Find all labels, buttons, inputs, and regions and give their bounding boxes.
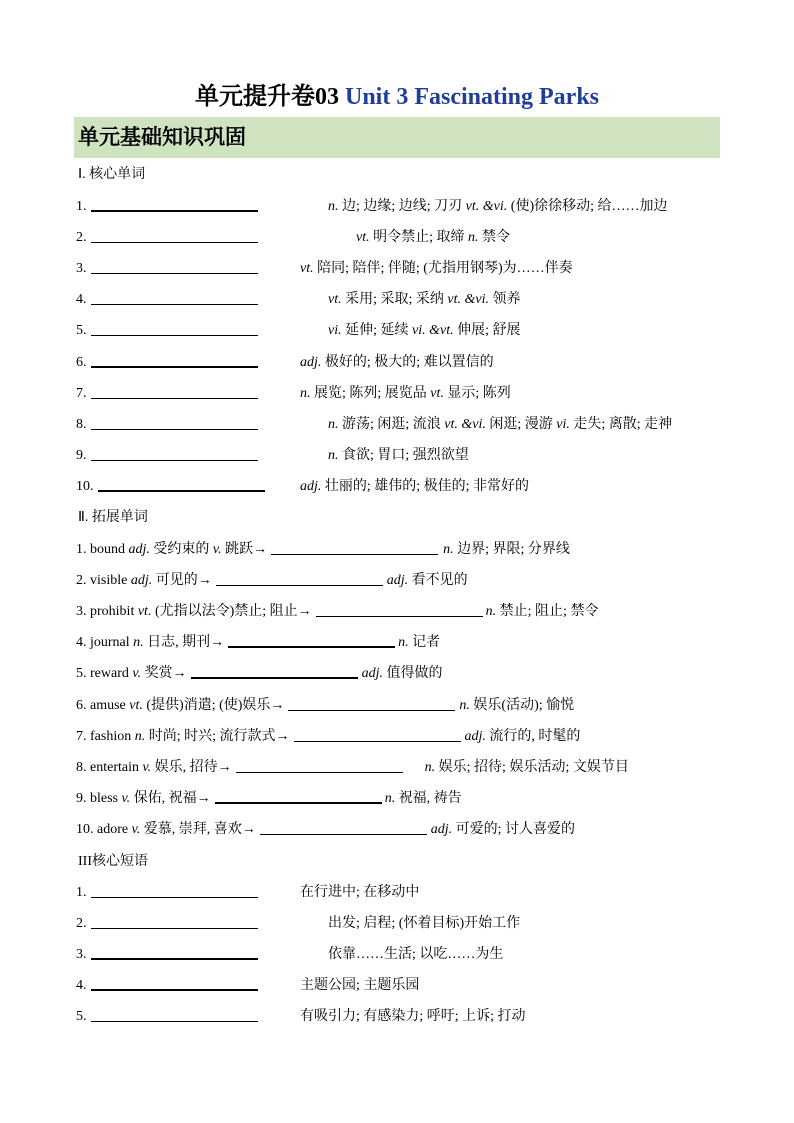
part-of-speech: vt. (430, 385, 444, 401)
answer-blank (288, 698, 455, 711)
part-of-speech: adj. (300, 479, 322, 495)
headword: fashion (90, 728, 132, 744)
worksheet-body (0, 159, 794, 1032)
extended-word-item (0, 690, 794, 721)
gloss-text: 娱乐, 招待→ (154, 759, 232, 775)
gloss-text: 受约束的 (153, 541, 210, 557)
core-word-item (0, 409, 794, 440)
part-of-speech: vt. (300, 260, 314, 276)
gloss-text: 禁令 (482, 229, 510, 245)
phrase-meaning: 主题公园; 主题乐园 (300, 978, 420, 994)
answer-blank (91, 354, 258, 368)
item-number: 1. (76, 541, 87, 557)
extended-word-item (0, 721, 794, 752)
extended-word-item (0, 596, 794, 627)
part-of-speech: vt. &vi. (444, 416, 486, 432)
section-banner (74, 117, 720, 158)
part-of-speech: vt. (137, 604, 152, 620)
gloss-text: (提供)消遣; (使)娱乐→ (146, 697, 285, 713)
extended-word-item (0, 752, 794, 783)
gloss-text: 看不见的 (411, 572, 468, 588)
gloss-text: 伸展; 舒展 (457, 323, 521, 339)
part-of-speech: adj. (130, 572, 153, 588)
extended-word-item (0, 534, 794, 565)
answer-blank (91, 885, 258, 898)
item-number: 1. (76, 884, 87, 900)
part-of-speech: n. (398, 635, 409, 651)
part-of-speech: vi. (328, 323, 342, 339)
extended-word-item (0, 565, 794, 596)
core-word-item (0, 222, 794, 253)
gloss-text: 时尚; 时兴; 流行款式→ (148, 728, 290, 744)
phrase-meaning: 有吸引力; 有感染力; 呼吁; 上诉; 打动 (300, 1009, 526, 1025)
section-heading-core-phrases (0, 846, 794, 877)
section-heading-core-words-label: Ⅰ. 核心单词 (78, 167, 146, 183)
part-of-speech: n. (133, 635, 144, 651)
part-of-speech: vt. (356, 229, 370, 245)
part-of-speech: n. (459, 697, 470, 713)
gloss-text: 采用; 采取; 采纳 (345, 292, 444, 308)
gloss-text: 展览; 陈列; 展览品 (314, 385, 427, 401)
phrase-meaning: 依靠……生活; 以吃……为生 (328, 947, 504, 963)
item-number: 8. (76, 759, 87, 775)
section-heading-extended-words (0, 502, 794, 533)
gloss-text: 闲逛; 漫游 (489, 416, 553, 432)
part-of-speech: adj. (430, 822, 453, 838)
gloss-text: 值得做的 (386, 666, 443, 682)
core-word-item (0, 284, 794, 315)
part-of-speech: v. (131, 822, 141, 838)
answer-blank (91, 261, 258, 274)
gloss-text: 边界; 界限; 分界线 (457, 541, 570, 557)
definition (328, 440, 469, 471)
core-word-item (0, 471, 794, 502)
section-heading-core-words (0, 159, 794, 190)
gloss-text: 极好的; 极大的; 难以置信的 (324, 354, 494, 370)
item-number: 2. (76, 572, 87, 588)
core-phrase-item (0, 877, 794, 908)
extended-word-item (0, 814, 794, 845)
headword: amuse (90, 697, 126, 713)
answer-blank (294, 729, 461, 742)
answer-blank (228, 634, 395, 648)
item-number: 5. (76, 666, 87, 682)
part-of-speech: n. (300, 385, 311, 401)
answer-blank (91, 198, 258, 212)
core-word-item (0, 347, 794, 378)
phrase-meaning: 出发; 启程; (怀着目标)开始工作 (328, 915, 521, 931)
answer-blank (91, 916, 258, 929)
part-of-speech: n. (328, 198, 339, 214)
item-number: 9. (76, 448, 87, 464)
phrase-meaning: 在行进中; 在移动中 (300, 884, 420, 900)
item-number: 4. (76, 635, 87, 651)
item-number: 3. (76, 604, 87, 620)
answer-blank (91, 323, 258, 336)
part-of-speech: n. (424, 759, 436, 775)
section-heading-extended-words-label: Ⅱ. 拓展单词 (78, 510, 148, 526)
definition (300, 471, 529, 502)
part-of-speech: n. (443, 541, 454, 557)
item-number: 6. (76, 697, 87, 713)
answer-blank (271, 542, 438, 555)
gloss-text: 祝福, 祷告 (398, 791, 462, 807)
item-number: 3. (76, 947, 87, 963)
gloss-text: 显示; 陈列 (447, 385, 511, 401)
item-number: 5. (76, 1009, 87, 1025)
answer-blank (91, 977, 258, 991)
gloss-text: 走失; 离散; 走神 (573, 416, 673, 432)
part-of-speech: adj. (386, 572, 409, 588)
answer-blank (91, 946, 258, 960)
core-word-item (0, 253, 794, 284)
definition (300, 253, 573, 284)
gloss-text: 可爱的; 讨人喜爱的 (455, 822, 576, 838)
gloss-text: 延伸; 延续 (345, 323, 409, 339)
answer-blank (316, 604, 483, 617)
answer-blank (91, 230, 258, 243)
gloss-text: 可见的→ (155, 572, 212, 588)
title-unit: Unit 3 Fascinating Parks (344, 84, 599, 110)
core-phrase-item (0, 1001, 794, 1032)
answer-blank (98, 478, 265, 492)
core-word-item (0, 315, 794, 346)
headword: bound (90, 541, 125, 557)
item-number: 4. (76, 292, 87, 308)
gloss-text: 记者 (412, 635, 441, 651)
part-of-speech: n. (384, 791, 396, 807)
part-of-speech: adj. (361, 666, 383, 682)
answer-blank (91, 292, 258, 305)
part-of-speech: n. (328, 416, 339, 432)
part-of-speech: vt. &vi. (465, 198, 508, 214)
core-phrase-item (0, 939, 794, 970)
item-number: 3. (76, 260, 87, 276)
gloss-text: 食欲; 胃口; 强烈欲望 (342, 448, 469, 464)
banner-label: 单元基础知识巩固 (78, 125, 246, 149)
part-of-speech: vt. (328, 292, 342, 308)
answer-blank (91, 386, 258, 399)
gloss-text: 禁止; 阻止; 禁令 (499, 604, 599, 620)
gloss-text: (使)徐徐移动; 给……加边 (510, 198, 668, 214)
part-of-speech: vi. (556, 416, 570, 432)
definition (356, 222, 510, 253)
item-number: 7. (76, 385, 87, 401)
gloss-text: 游荡; 闲逛; 流浪 (342, 416, 441, 432)
core-word-item (0, 440, 794, 471)
item-number: 10. (76, 822, 94, 838)
item-number: 6. (76, 354, 87, 370)
item-number: 10. (76, 479, 94, 495)
part-of-speech: adj. (128, 541, 150, 557)
gloss-text: 爱慕, 崇拜, 喜欢→ (143, 822, 256, 838)
gloss-text: 奖赏→ (144, 666, 187, 682)
definition (300, 378, 511, 409)
gloss-text: 壮丽的; 雄伟的; 极佳的; 非常好的 (324, 479, 530, 495)
answer-blank (215, 790, 382, 804)
answer-blank (216, 573, 383, 586)
part-of-speech: vt. (129, 697, 143, 713)
item-number: 1. (76, 198, 87, 214)
item-number: 2. (76, 915, 87, 931)
part-of-speech: n. (134, 728, 146, 744)
part-of-speech: n. (485, 604, 497, 620)
part-of-speech: v. (142, 759, 152, 775)
part-of-speech: vi. &vt. (412, 323, 454, 339)
item-number: 7. (76, 728, 87, 744)
answer-blank (91, 1009, 258, 1022)
gloss-text: 陪同; 陪伴; 伴随; (尤指用钢琴)为……伴奏 (317, 260, 573, 276)
item-number: 4. (76, 978, 87, 994)
part-of-speech: n. (328, 448, 339, 464)
gloss-text: 领养 (492, 292, 521, 308)
extended-word-item (0, 783, 794, 814)
core-word-item (0, 378, 794, 409)
headword: journal (90, 635, 130, 651)
part-of-speech: n. (468, 229, 479, 245)
gloss-text: (尤指以法令)禁止; 阻止→ (154, 604, 312, 620)
core-phrase-item (0, 908, 794, 939)
definition (328, 191, 668, 222)
answer-blank (191, 665, 358, 679)
core-word-item (0, 191, 794, 222)
part-of-speech: v. (212, 541, 222, 557)
gloss-text: 娱乐(活动); 愉悦 (473, 697, 575, 713)
page-title (0, 82, 794, 112)
part-of-speech: v. (121, 791, 131, 807)
part-of-speech: v. (132, 666, 142, 682)
definition (328, 315, 521, 346)
answer-blank (236, 760, 403, 773)
item-number: 5. (76, 323, 87, 339)
extended-word-item (0, 627, 794, 658)
headword: bless (90, 791, 118, 807)
gloss-text: 保佑, 祝福→ (133, 791, 211, 807)
item-number: 8. (76, 416, 87, 432)
gloss-text: 日志, 期刊→ (147, 635, 225, 651)
headword: prohibit (90, 604, 135, 620)
gloss-text: 流行的, 时髦的 (489, 728, 581, 744)
headword: adore (97, 822, 129, 838)
gloss-text: 娱乐; 招待; 娱乐活动; 文娱节目 (438, 759, 629, 775)
item-number: 9. (76, 791, 87, 807)
definition (328, 409, 672, 440)
headword: entertain (90, 759, 139, 775)
definition (328, 284, 521, 315)
item-number: 2. (76, 229, 87, 245)
part-of-speech: adj. (464, 728, 486, 744)
answer-blank (91, 448, 258, 461)
answer-blank (260, 822, 427, 835)
part-of-speech: vt. &vi. (447, 292, 489, 308)
headword: reward (90, 666, 129, 682)
extended-word-item (0, 658, 794, 689)
core-phrase-item (0, 970, 794, 1001)
answer-blank (91, 417, 258, 430)
gloss-text: 跳跃→ (225, 541, 268, 557)
headword: visible (90, 572, 128, 588)
gloss-text: 明令禁止; 取缔 (373, 229, 465, 245)
definition (300, 347, 494, 378)
section-heading-core-phrases-label: III核心短语 (78, 853, 148, 869)
part-of-speech: adj. (300, 354, 322, 370)
gloss-text: 边; 边缘; 边线; 刀刃 (342, 198, 463, 214)
title-prefix: 单元提升卷03 (194, 84, 339, 110)
